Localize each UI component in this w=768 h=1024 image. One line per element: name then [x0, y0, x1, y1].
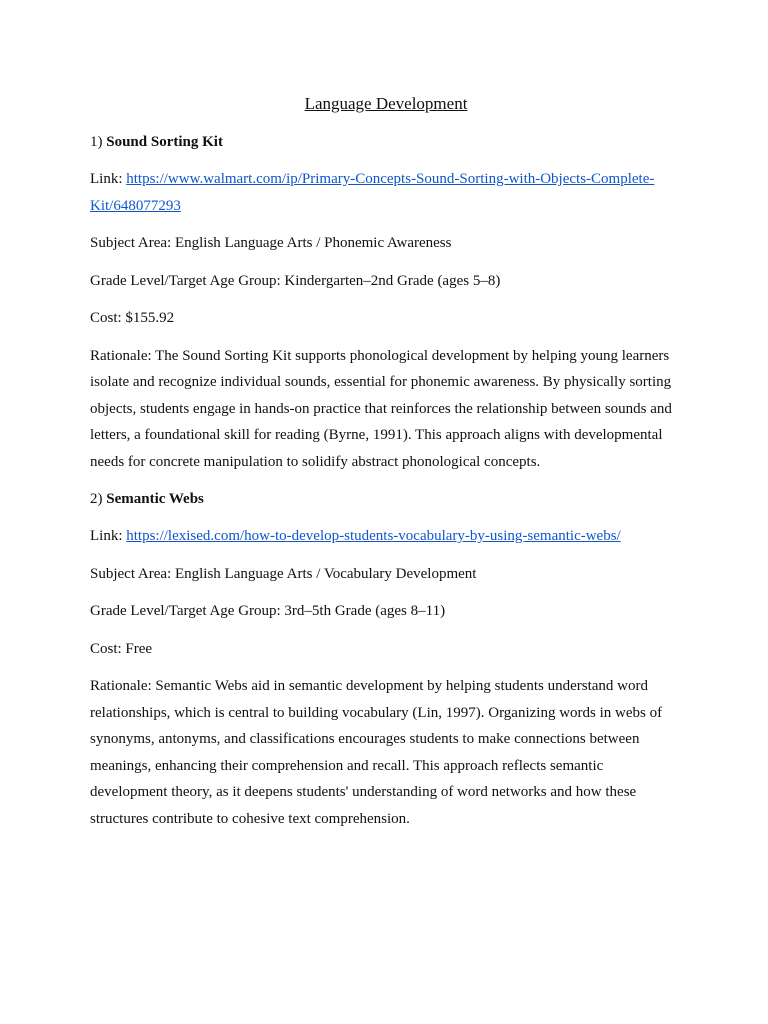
link-label: Link: [90, 171, 123, 187]
section-name: Semantic Webs [106, 491, 204, 507]
section-number: 2) [90, 491, 103, 507]
document-page [90, 92, 682, 843]
section-number: 1) [90, 134, 103, 150]
section-heading [90, 129, 682, 155]
resource-link[interactable]: https://lexised.com/how-to-develop-students-vocabulary-by-using-semantic-webs/ [126, 528, 621, 544]
cost: Cost: Free [90, 640, 153, 657]
subject-area: Subject Area: English Language Arts / Phonemic Awareness [90, 235, 452, 251]
section-heading [90, 486, 682, 512]
link-line [90, 166, 682, 219]
page-title: Language Development [304, 94, 468, 113]
resource-link[interactable]: https://www.walmart.com/ip/Primary-Concepts-Sound-Sorting-with-Objects-Complete-Kit/648077293 [90, 171, 655, 214]
rationale: Rationale: The Sound Sorting Kit supports phonological development by helping young learners isolate and recognize individual sounds, essential for phonemic awareness. By physically sorting objects, students engage in hands-on practice that reinforces the relationship between sounds and letters, a foundational skill for reading (Byrne, 1991). This approach aligns with developmental needs for concrete manipulation to solidify abstract phonological concepts. [90, 347, 672, 470]
link-label: Link: [90, 528, 123, 544]
rationale: Rationale: Semantic Webs aid in semantic development by helping students understand word relationships, which is central to building vocabulary (Lin, 1997). Organizing words in webs of synonyms, antonyms, and classifications encourages students to make connections between meanings, enhancing their comprehension and recall. This approach reflects semantic development theory, as it deepens students' understanding of word networks and how these structures contribute to cohesive text comprehension. [90, 678, 663, 827]
section-name: Sound Sorting Kit [106, 134, 223, 150]
cost: Cost: $155.92 [90, 310, 175, 326]
link-line [90, 523, 682, 550]
subject-area: Subject Area: English Language Arts / Vocabulary Development [90, 565, 477, 582]
grade-level: Grade Level/Target Age Group: 3rd–5th Grade (ages 8–11) [90, 603, 446, 619]
grade-level: Grade Level/Target Age Group: Kindergarten–2nd Grade (ages 5–8) [90, 272, 501, 289]
